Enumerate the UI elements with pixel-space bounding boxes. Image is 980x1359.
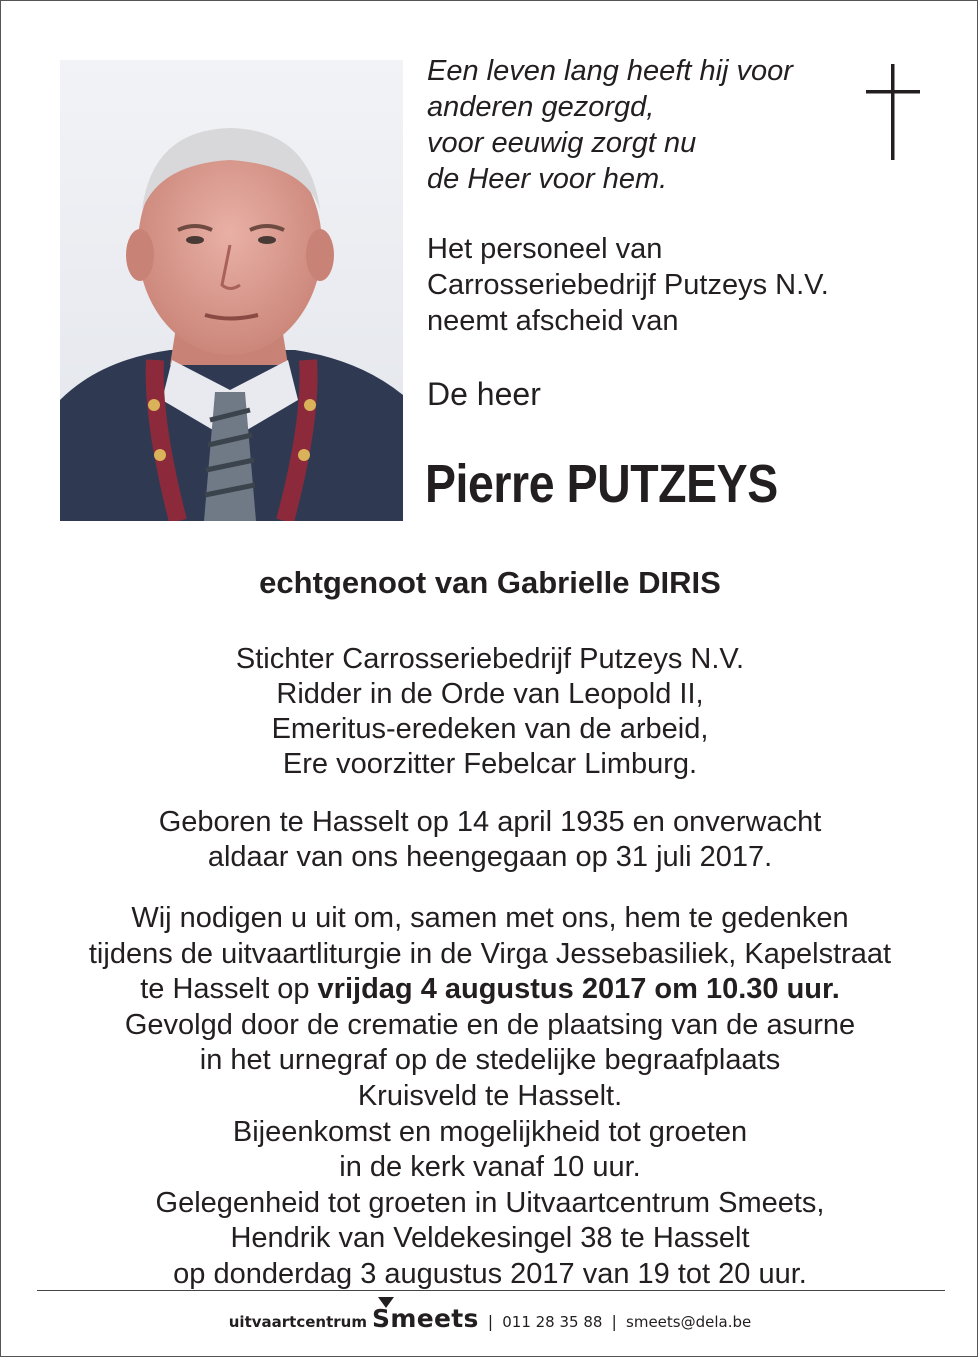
invitation-line: Wij nodigen u uit om, samen met ons, hem te gedenken — [131, 902, 849, 934]
staff-announcement — [427, 231, 927, 339]
footer-brand: Smeets — [372, 1304, 479, 1333]
honorary-titles — [1, 642, 979, 782]
portrait-photo — [60, 60, 403, 521]
footer-phone: 011 28 35 88 — [502, 1313, 603, 1331]
staff-line: Carrosseriebedrijf Putzeys N.V. — [427, 269, 829, 301]
staff-line: neemt afscheid van — [427, 305, 679, 337]
funeral-home-footer — [1, 1304, 979, 1333]
funeral-invitation — [1, 901, 979, 1293]
invitation-line: Gevolgd door de crematie en de plaatsing van de asurne — [124, 1008, 856, 1041]
footer-divider — [37, 1290, 945, 1291]
invitation-line-date — [1, 972, 979, 1008]
invitation-line: tijdens de uitvaartliturgie in de Virga Jessebasiliek, Kapelstraat — [88, 937, 892, 970]
invitation-line: in het urnegraf op de stedelijke begraafplaats — [199, 1044, 781, 1077]
quote-line: anderen gezorgd, — [427, 91, 655, 123]
life-dates-line: aldaar van ons heengegaan op 31 juli 2017. — [207, 841, 773, 873]
title-line: Emeritus-eredeken van de arbeid, — [271, 713, 709, 745]
footer-separator: | — [611, 1312, 617, 1331]
funeral-date-time: vrijdag 4 augustus 2017 om 10.30 uur. — [317, 973, 840, 1006]
spouse-line: echtgenoot van Gabrielle DIRIS — [259, 565, 721, 600]
invitation-line: op donderdag 3 augustus 2017 van 19 tot 20 uur. — [173, 1257, 807, 1290]
life-dates-line: Geboren te Hasselt op 14 april 1935 en onverwacht — [158, 806, 822, 838]
invitation-line: Hendrik van Veldekesingel 38 te Hasselt — [230, 1222, 750, 1255]
deceased-name: Pierre PUTZEYS — [425, 454, 778, 514]
invitation-line: in de kerk vanaf 10 uur. — [339, 1151, 641, 1184]
quote-line: de Heer voor hem. — [427, 163, 668, 195]
invitation-line: Bijeenkomst en mogelijkheid tot groeten — [232, 1115, 748, 1148]
cross-icon — [864, 64, 922, 160]
invitation-date-prefix: te Hasselt op — [140, 973, 318, 1006]
title-line: Stichter Carrosseriebedrijf Putzeys N.V. — [235, 643, 745, 675]
footer-prefix: uitvaartcentrum — [228, 1313, 367, 1331]
staff-line: Het personeel van — [427, 233, 663, 265]
quote-line: voor eeuwig zorgt nu — [427, 127, 697, 159]
title-line: Ere voorzitter Febelcar Limburg. — [282, 748, 698, 780]
birth-death-info — [1, 805, 979, 875]
salutation: De heer — [427, 376, 541, 412]
footer-email: smeets@dela.be — [626, 1313, 752, 1331]
footer-separator: | — [487, 1312, 494, 1331]
invitation-line: Kruisveld te Hasselt. — [357, 1079, 623, 1112]
title-line: Ridder in de Orde van Leopold II, — [276, 678, 704, 710]
invitation-line: Gelegenheid tot groeten in Uitvaartcentrum Smeets, — [155, 1186, 825, 1219]
memorial-quote — [427, 53, 847, 197]
quote-line: Een leven lang heeft hij voor — [427, 55, 793, 87]
